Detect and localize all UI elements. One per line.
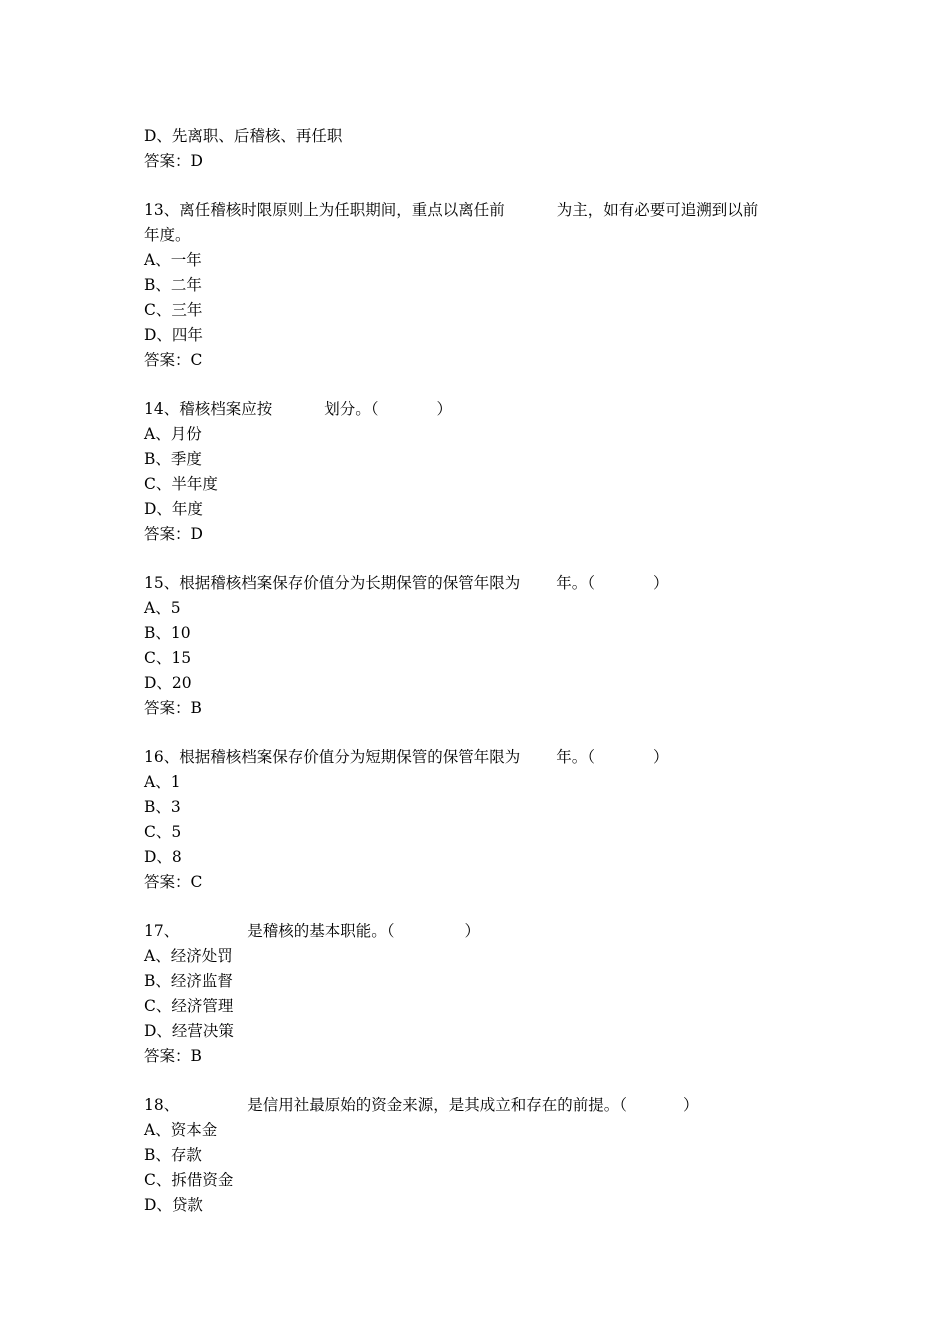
q13-option-d: D、四年 bbox=[144, 326, 203, 344]
q13-stem-cont: 年度。 bbox=[144, 226, 191, 244]
q13-option-b: B、二年 bbox=[144, 276, 202, 294]
q15-option-b: B、10 bbox=[144, 624, 191, 642]
q14-option-b: B、季度 bbox=[144, 450, 202, 468]
q15-answer: 答案：B bbox=[144, 699, 202, 717]
q17-option-c: C、经济管理 bbox=[144, 997, 234, 1015]
q16-option-b: B、3 bbox=[144, 798, 181, 816]
document-page bbox=[144, 124, 824, 1218]
q16-option-d: D、8 bbox=[144, 848, 182, 866]
q18-option-a: A、资本金 bbox=[144, 1121, 218, 1139]
q18-option-b: B、存款 bbox=[144, 1146, 202, 1164]
prev-answer: 答案：D bbox=[144, 152, 203, 170]
q16-option-c: C、5 bbox=[144, 823, 182, 841]
q14-stem: 14、稽核档案应按 划分。（ ） bbox=[144, 400, 453, 418]
q15-option-d: D、20 bbox=[144, 674, 192, 692]
q16-answer: 答案：C bbox=[144, 873, 203, 891]
q13-answer: 答案：C bbox=[144, 351, 203, 369]
q17-option-a: A、经济处罚 bbox=[144, 947, 233, 965]
q13-option-c: C、三年 bbox=[144, 301, 203, 319]
q16-stem: 16、根据稽核档案保存价值分为短期保管的保管年限为 年。（ ） bbox=[144, 748, 669, 766]
q18-stem: 18、 是信用社最原始的资金来源，是其成立和存在的前提。（ ） bbox=[144, 1096, 699, 1114]
q18-option-d: D、贷款 bbox=[144, 1196, 203, 1214]
q13-stem: 13、离任稽核时限原则上为任职期间，重点以离任前 为主，如有必要可追溯到以前 bbox=[144, 201, 759, 219]
q15-stem: 15、根据稽核档案保存价值分为长期保管的保管年限为 年。（ ） bbox=[144, 574, 669, 592]
q14-answer: 答案：D bbox=[144, 525, 203, 543]
q15-option-a: A、5 bbox=[144, 599, 181, 617]
q13-option-a: A、一年 bbox=[144, 251, 202, 269]
q18-option-c: C、拆借资金 bbox=[144, 1171, 234, 1189]
q15-option-c: C、15 bbox=[144, 649, 192, 667]
q14-option-c: C、半年度 bbox=[144, 475, 218, 493]
q14-option-a: A、月份 bbox=[144, 425, 202, 443]
prev-option-d: D、先离职、后稽核、再任职 bbox=[144, 127, 343, 145]
q14-option-d: D、年度 bbox=[144, 500, 203, 518]
q17-answer: 答案：B bbox=[144, 1047, 202, 1065]
q17-option-d: D、经营决策 bbox=[144, 1022, 234, 1040]
q17-option-b: B、经济监督 bbox=[144, 972, 233, 990]
q17-stem: 17、 是稽核的基本职能。（ ） bbox=[144, 922, 481, 940]
q16-option-a: A、1 bbox=[144, 773, 181, 791]
